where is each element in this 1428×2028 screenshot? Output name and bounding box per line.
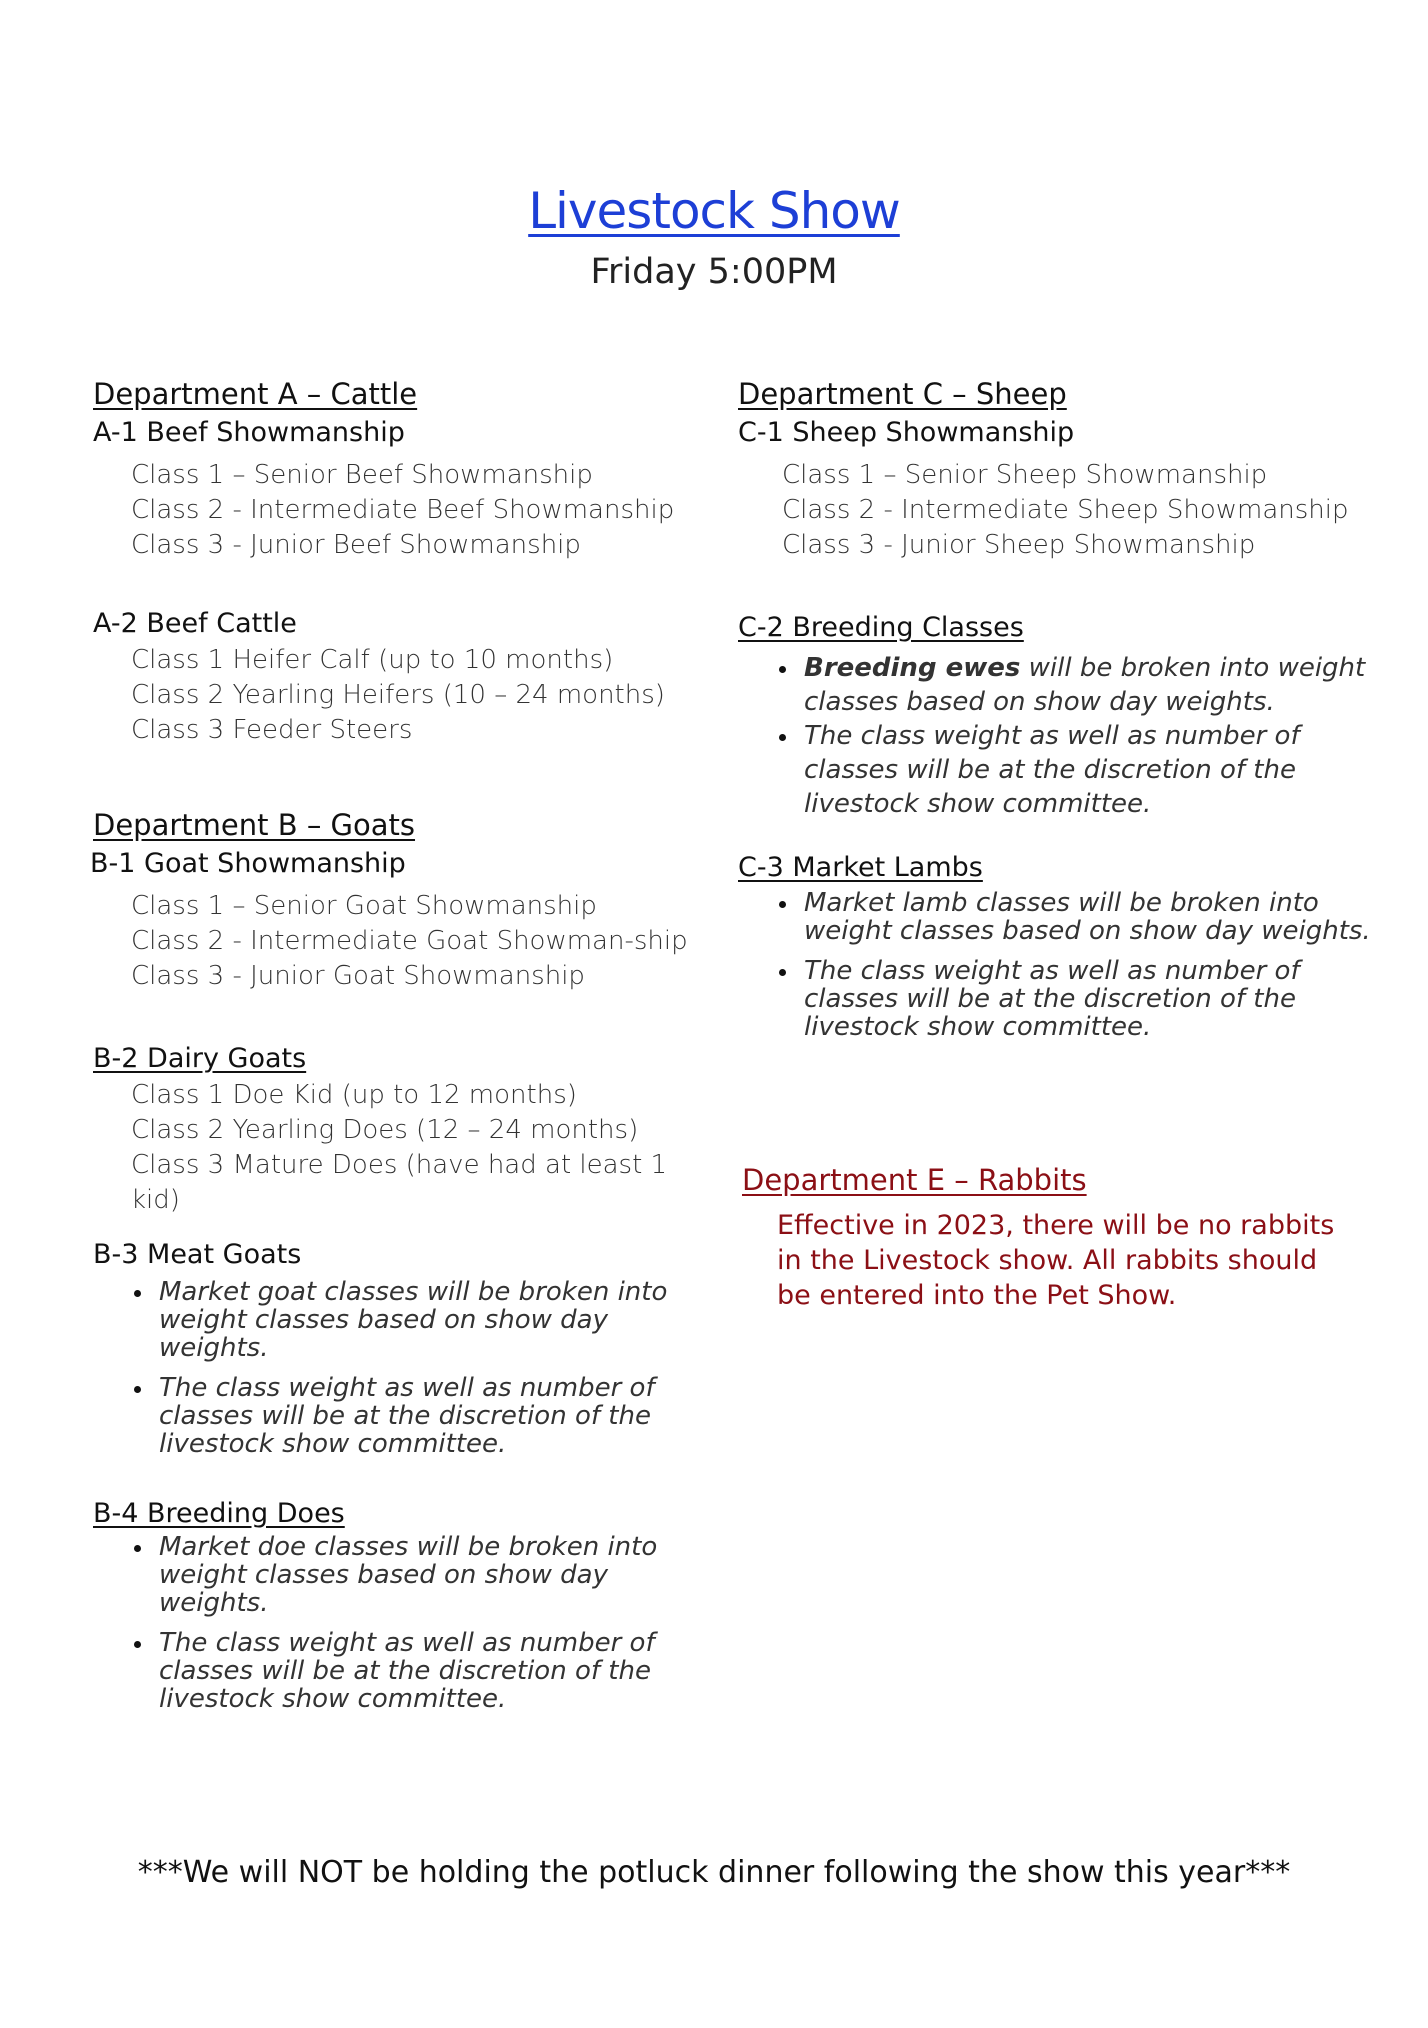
c2-title: C-2 Breeding Classes [738, 612, 1024, 643]
a2-section [93, 605, 713, 748]
dept-c-heading: Department C – Sheep [738, 377, 1067, 411]
b4-title: B-4 Breeding Does [93, 1498, 345, 1529]
b4-note-2: • The class weight as well as number of classes will be at the discretion of the livestock show committee. [155, 1629, 713, 1713]
b3-title: B-3 Meat Goats [93, 1239, 302, 1270]
a2-title: A-2 Beef Cattle [93, 608, 297, 639]
a1-class-2: Class 2 - Intermediate Beef Showmanship [131, 495, 675, 525]
dept-e-heading: Department E – Rabbits [742, 1163, 1087, 1197]
b2-class-2: Class 2 Yearling Does (12 – 24 months) [131, 1115, 639, 1145]
c3-title: C-3 Market Lambs [738, 852, 983, 883]
b2-class-1: Class 1 Doe Kid (up to 12 months) [131, 1080, 577, 1110]
b1-class-3: Class 3 - Junior Goat Showmanship [131, 961, 585, 991]
a1-title: A-1 Beef Showmanship [93, 417, 405, 448]
b1-class-list [131, 889, 713, 994]
b2-section [93, 1040, 713, 1218]
dept-c-section [738, 374, 1378, 563]
c1-class-1: Class 1 – Senior Sheep Showmanship [782, 460, 1268, 490]
b4-section [93, 1495, 713, 1725]
footer-note: ***We will NOT be holding the potluck dinner following the show this year*** [137, 1855, 1291, 1890]
dept-b-section [90, 805, 713, 994]
c2-note-2: • The class weight as well as number of classes will be at the discretion of the livestock show committee. [800, 719, 1378, 821]
c1-class-list [782, 458, 1378, 563]
dept-e-section [742, 1160, 1382, 1313]
b1-title: B-1 Goat Showmanship [90, 848, 406, 879]
b1-class-2: Class 2 - Intermediate Goat Showman-ship [131, 926, 688, 956]
a2-class-2: Class 2 Yearling Heifers (10 – 24 months) [131, 680, 665, 710]
c2-note-1-lead: Breeding ewes [804, 653, 1021, 683]
dept-b-heading: Department B – Goats [93, 808, 416, 842]
c2-notes [738, 651, 1378, 821]
a1-class-1: Class 1 – Senior Beef Showmanship [131, 460, 593, 490]
c1-class-2: Class 2 - Intermediate Sheep Showmanship [782, 495, 1349, 525]
c2-note-1 [800, 651, 1378, 719]
page-subtitle: Friday 5:00PM [590, 252, 838, 292]
b4-note-1: • Market doe classes will be broken into weight classes based on show day weights. [155, 1533, 713, 1617]
b3-note-2: • The class weight as well as number of classes will be at the discretion of the livestock show committee. [155, 1374, 713, 1458]
a1-class-3: Class 3 - Junior Beef Showmanship [131, 530, 581, 560]
c2-note-1-rest: will be broken into weight classes based on show day weights. [804, 653, 1366, 717]
a1-class-list [131, 458, 713, 563]
dept-a-section [93, 374, 713, 563]
c1-class-3: Class 3 - Junior Sheep Showmanship [782, 530, 1256, 560]
c3-section [738, 849, 1378, 1053]
b3-notes [93, 1278, 713, 1458]
b4-notes [93, 1533, 713, 1713]
dept-e-text: Effective in 2023, there will be no rabbits in the Livestock show. All rabbits should be entered into the Pet Show. [777, 1210, 1335, 1311]
b2-title: B-2 Dairy Goats [93, 1043, 307, 1074]
a2-class-1: Class 1 Heifer Calf (up to 10 months) [131, 645, 614, 675]
a2-class-3: Class 3 Feeder Steers [131, 715, 413, 745]
b2-class-list [131, 1078, 713, 1218]
b1-class-1: Class 1 – Senior Goat Showmanship [131, 891, 597, 921]
c1-title: C-1 Sheep Showmanship [738, 417, 1075, 448]
b2-class-3: Class 3 Mature Does (have had at least 1 kid) [131, 1150, 668, 1215]
b3-note-1: • Market goat classes will be broken into weight classes based on show day weights. [155, 1278, 713, 1362]
c3-note-1: • Market lamb classes will be broken into weight classes based on show day weights. [800, 889, 1378, 945]
c3-note-2: • The class weight as well as number of classes will be at the discretion of the livestock show committee. [800, 957, 1378, 1041]
a2-class-list [131, 643, 713, 748]
b3-section [93, 1236, 713, 1470]
c3-notes [738, 889, 1378, 1041]
c2-section [738, 609, 1378, 821]
page-title: Livestock Show [528, 182, 900, 240]
dept-a-heading: Department A – Cattle [93, 377, 418, 411]
